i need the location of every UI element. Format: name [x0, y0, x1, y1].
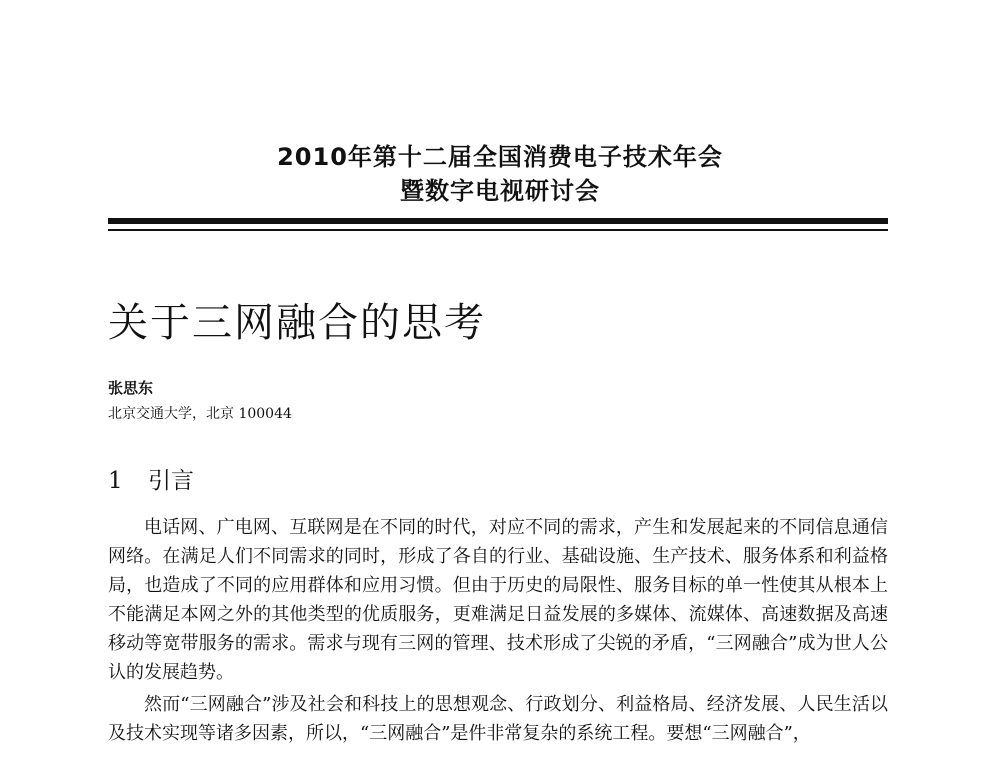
- conference-title-line2: 暨数字电视研讨会: [400, 177, 600, 205]
- conference-title-line1: 2010年第十二届全国消费电子技术年会: [277, 143, 723, 171]
- paragraph: 电话网、广电网、互联网是在不同的时代，对应不同的需求，产生和发展起来的不同信息通信网络。在满足人们不同需求的同时，形成了各自的行业、基础设施、生产技术、服务体系和利益格局，也造成了不同的应用群体和应用习惯。但由于历史的局限性、服务目标的单一性使其从根本上不能满足本网之外的其他类型的优质服务，更难满足日益发展的多媒体、流媒体、高速数据及高速移动等宽带服务的需求。需求与现有三网的管理、技术形成了尖锐的矛盾，“三网融合”成为世人公认的发展趋势。: [108, 517, 888, 683]
- section-title: 引言: [148, 468, 194, 494]
- header-rule-thick: [108, 218, 888, 224]
- paper-title: 关于三网融合的思考: [108, 300, 486, 346]
- author-affiliation: 北京交通大学，北京 100044: [108, 406, 292, 422]
- body-text: [108, 513, 888, 751]
- paragraph: 然而“三网融合”涉及社会和科技上的思想观念、行政划分、利益格局、经济发展、人民生活以及技术实现等诸多因素，所以，“三网融合”是件非常复杂的系统工程。要想“三网融合”，: [108, 694, 888, 744]
- conference-header: [0, 140, 1000, 208]
- section-number: 1: [108, 468, 123, 494]
- section-heading: [108, 466, 194, 496]
- author-name: 张思东: [108, 379, 154, 397]
- header-rule-thin: [108, 229, 888, 231]
